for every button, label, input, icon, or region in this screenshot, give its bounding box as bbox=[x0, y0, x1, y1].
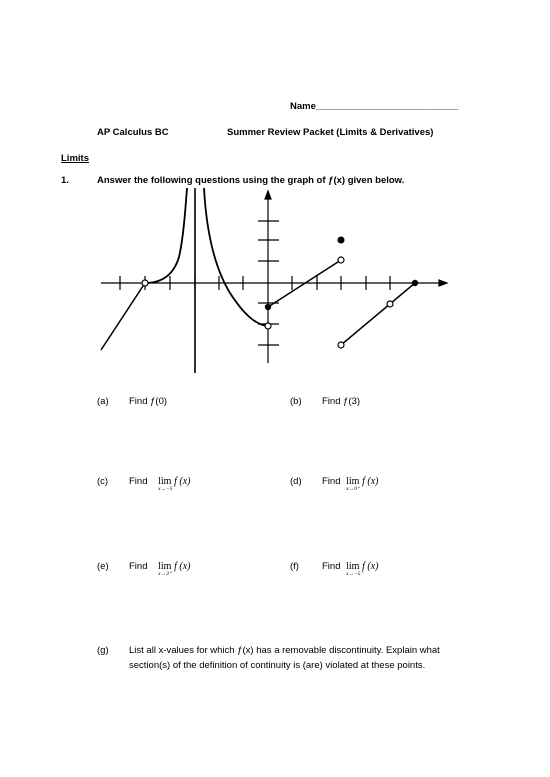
lim-word: lim bbox=[346, 561, 360, 572]
part-a-label: (a) bbox=[97, 396, 109, 407]
part-e-limit bbox=[158, 561, 172, 577]
closed-point bbox=[412, 280, 418, 286]
part-f-expression bbox=[322, 561, 379, 577]
part-e-find: Find bbox=[129, 561, 148, 572]
name-blank[interactable]: ___________________________ bbox=[315, 101, 459, 112]
function-f-of-x: f (x) bbox=[174, 476, 191, 487]
part-f-label: (f) bbox=[290, 561, 299, 572]
part-g-line1: List all x-values for which ƒ(x) has a removable discontinuity. Explain what bbox=[129, 645, 440, 656]
section-title-limits: Limits bbox=[61, 153, 89, 164]
open-point bbox=[265, 323, 271, 329]
open-point bbox=[338, 342, 344, 348]
part-b-text: Find ƒ(3) bbox=[322, 396, 361, 407]
lim-subscript: x→−5 bbox=[158, 486, 173, 492]
part-b-label: (b) bbox=[290, 396, 302, 407]
lim-subscript: x→3⁺ bbox=[158, 571, 172, 577]
lim-subscript: x→−5⁻ bbox=[346, 571, 364, 577]
open-point bbox=[142, 280, 148, 286]
x-axis-arrow bbox=[439, 280, 447, 286]
lim-subscript: x→0⁺ bbox=[346, 486, 360, 492]
lim-word: lim bbox=[158, 561, 172, 572]
course-title: AP Calculus BC bbox=[97, 127, 169, 138]
packet-title: Summer Review Packet (Limits & Derivatives) bbox=[227, 127, 434, 138]
closed-point bbox=[338, 237, 345, 244]
part-d-expression bbox=[322, 476, 379, 492]
part-g-line2: section(s) of the definition of continuity is (are) violated at these points. bbox=[129, 660, 426, 671]
closed-point bbox=[265, 304, 271, 310]
name-line[interactable] bbox=[290, 101, 459, 112]
open-point bbox=[338, 257, 344, 263]
function-f-of-x: f (x) bbox=[362, 476, 379, 487]
part-d-limit bbox=[346, 476, 360, 492]
lim-word: lim bbox=[158, 476, 172, 487]
y-axis-arrow bbox=[265, 191, 271, 199]
part-d-label: (d) bbox=[290, 476, 302, 487]
part-e-expression bbox=[129, 561, 191, 577]
part-c-label: (c) bbox=[97, 476, 109, 487]
right-line-segment bbox=[341, 283, 415, 345]
question-prompt: Answer the following questions using the graph of ƒ(x) given below. bbox=[97, 175, 405, 186]
function-f-of-x: f (x) bbox=[174, 561, 191, 572]
part-g-label: (g) bbox=[97, 645, 109, 656]
part-f-find: Find bbox=[322, 561, 341, 572]
right-branch-curve bbox=[204, 188, 268, 326]
function-f-of-x: f (x) bbox=[362, 561, 379, 572]
part-c-limit bbox=[158, 476, 173, 492]
lim-word: lim bbox=[346, 476, 360, 487]
left-branch-curve bbox=[145, 188, 187, 283]
part-c-find: Find bbox=[129, 476, 148, 487]
open-point bbox=[387, 301, 393, 307]
part-a-text: Find ƒ(0) bbox=[129, 396, 168, 407]
part-c-expression bbox=[129, 476, 191, 492]
name-label: Name bbox=[290, 101, 316, 112]
function-graph bbox=[95, 185, 460, 380]
part-f-limit bbox=[346, 561, 364, 577]
question-number: 1. bbox=[61, 175, 69, 186]
left-line-segment bbox=[101, 283, 145, 350]
part-d-find: Find bbox=[322, 476, 341, 487]
part-e-label: (e) bbox=[97, 561, 109, 572]
